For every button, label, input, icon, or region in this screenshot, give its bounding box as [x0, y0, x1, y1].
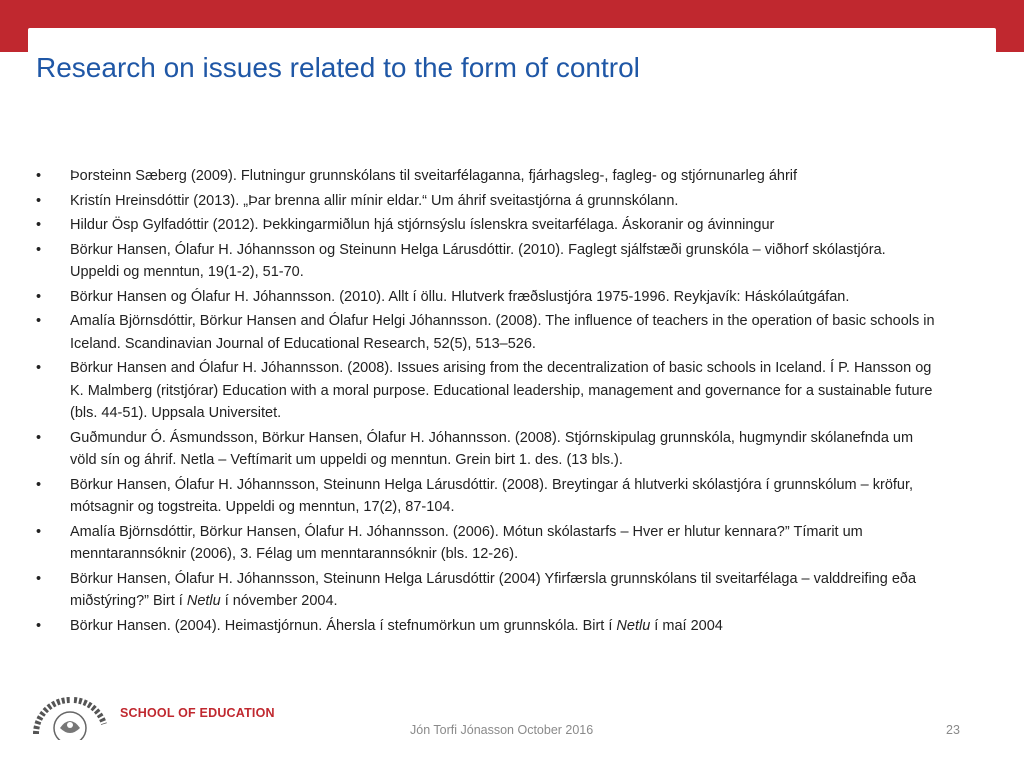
reference-list: [36, 165, 936, 639]
university-logo: [30, 694, 275, 740]
reference-item: [36, 310, 936, 355]
reference-item: [36, 427, 936, 472]
reference-text: Börkur Hansen, Ólafur H. Jóhannsson, Steinunn Helga Lárusdóttir. (2008). Breytingar á hlutverki skólastjóra í grunnskólum – kröfur, mótsagnir og togstreita. Uppeldi og menntun, 17(2), 87-104.: [70, 476, 914, 515]
reference-text: Kristín Hreinsdóttir (2013). „Þar brenna allir mínir eldar.“ Um áhrif sveitastjórna á grunnskólann.: [70, 192, 679, 209]
university-seal-icon: [30, 694, 108, 740]
bullet-icon: •: [36, 429, 42, 446]
top-banner: [0, 0, 1024, 52]
reference-item: [36, 357, 936, 425]
school-of-education-label: SCHOOL OF EDUCATION: [120, 706, 275, 720]
reference-item: [36, 239, 936, 284]
page-number: 23: [946, 723, 960, 737]
reference-text: Börkur Hansen and Ólafur H. Jóhannsson. (2008). Issues arising from the decentralization of basic schools in Iceland. Í P. Hansson og K. Malmberg (ritstjórar) Education with a moral purpose. Educational leadership, management and governance for a sustainable future (bls. 44-51). Uppsala Universitet.: [70, 360, 933, 421]
reference-text: Þorsteinn Sæberg (2009). Flutningur grunnskólans til sveitarfélaganna, fjárhagsleg-, fagleg- og stjórnunarleg áhrif: [70, 168, 798, 184]
bullet-icon: •: [36, 192, 42, 209]
reference-text: í nóvember 2004.: [220, 593, 338, 609]
reference-text: Börkur Hansen, Ólafur H. Jóhannsson og Steinunn Helga Lárusdóttir. (2010). Faglegt sjálfstæði grunskóla – viðhorf skólastjóra. Uppeldi og menntun, 19(1-2), 51-70.: [70, 241, 886, 280]
footer-author-date: Jón Torfi Jónasson October 2016: [410, 723, 594, 737]
bullet-icon: •: [36, 476, 42, 493]
bullet-icon: •: [36, 217, 42, 233]
bullet-icon: •: [36, 241, 42, 258]
bullet-icon: •: [36, 570, 42, 587]
reference-item: [36, 615, 936, 638]
bullet-icon: •: [36, 168, 42, 184]
reference-item: [36, 568, 936, 613]
reference-text: Amalía Björnsdóttir, Börkur Hansen and Ólafur Helgi Jóhannsson. (2008). The influence of teachers in the operation of basic schools in Iceland. Scandinavian Journal of Educational Research, 52(5), 513–526.: [70, 313, 935, 352]
reference-text: Börkur Hansen. (2004). Heimastjórnun. Áhersla í stefnumörkun um grunnskóla. Birt í: [70, 617, 617, 634]
reference-text: í maí 2004: [650, 617, 723, 634]
reference-text: Börkur Hansen, Ólafur H. Jóhannsson, Steinunn Helga Lárusdóttir (2004) Yfirfærsla grunnskólans til sveitarfélaga – valddreifing eða miðstýring?” Birt í: [70, 570, 917, 609]
reference-item: [36, 286, 936, 309]
bullet-icon: •: [36, 523, 42, 540]
reference-italic-text: Netlu: [186, 593, 221, 609]
bullet-icon: •: [36, 288, 42, 305]
reference-item: [36, 214, 936, 237]
reference-text: Börkur Hansen og Ólafur H. Jóhannsson. (2010). Allt í öllu. Hlutverk fræðslustjóra 1975-1996. Reykjavík: Háskólaútgáfan.: [70, 288, 850, 305]
reference-italic-text: Netlu: [616, 617, 651, 634]
reference-item: [36, 165, 936, 188]
reference-text: Hildur Ösp Gylfadóttir (2012). Þekkingarmiðlun hjá stjórnsýslu íslenskra sveitarfélaga. Áskoranir og ávinningur: [70, 217, 775, 233]
bullet-icon: •: [36, 313, 42, 329]
bullet-icon: •: [36, 617, 42, 634]
bullet-icon: •: [36, 360, 42, 376]
reference-item: [36, 474, 936, 519]
reference-item: [36, 521, 936, 566]
top-banner-cutout: [28, 28, 996, 52]
reference-item: [36, 190, 936, 213]
reference-text: Amalía Björnsdóttir, Börkur Hansen, Ólafur H. Jóhannsson. (2006). Mótun skólastarfs – Hver er hlutur kennara?” Tímarit um menntarannsóknir (2006), 3. Félag um menntarannsóknir (bls. 12-26).: [70, 523, 863, 562]
reference-text: Guðmundur Ó. Ásmundsson, Börkur Hansen, Ólafur H. Jóhannsson. (2008). Stjórnskipulag grunnskóla, hugmyndir skólanefnda um völd sín og áhrif. Netla – Veftímarit um uppeldi og menntun. Grein birt 1. des. (13 bls.).: [70, 429, 914, 468]
slide-title: Research on issues related to the form of control: [36, 52, 640, 83]
